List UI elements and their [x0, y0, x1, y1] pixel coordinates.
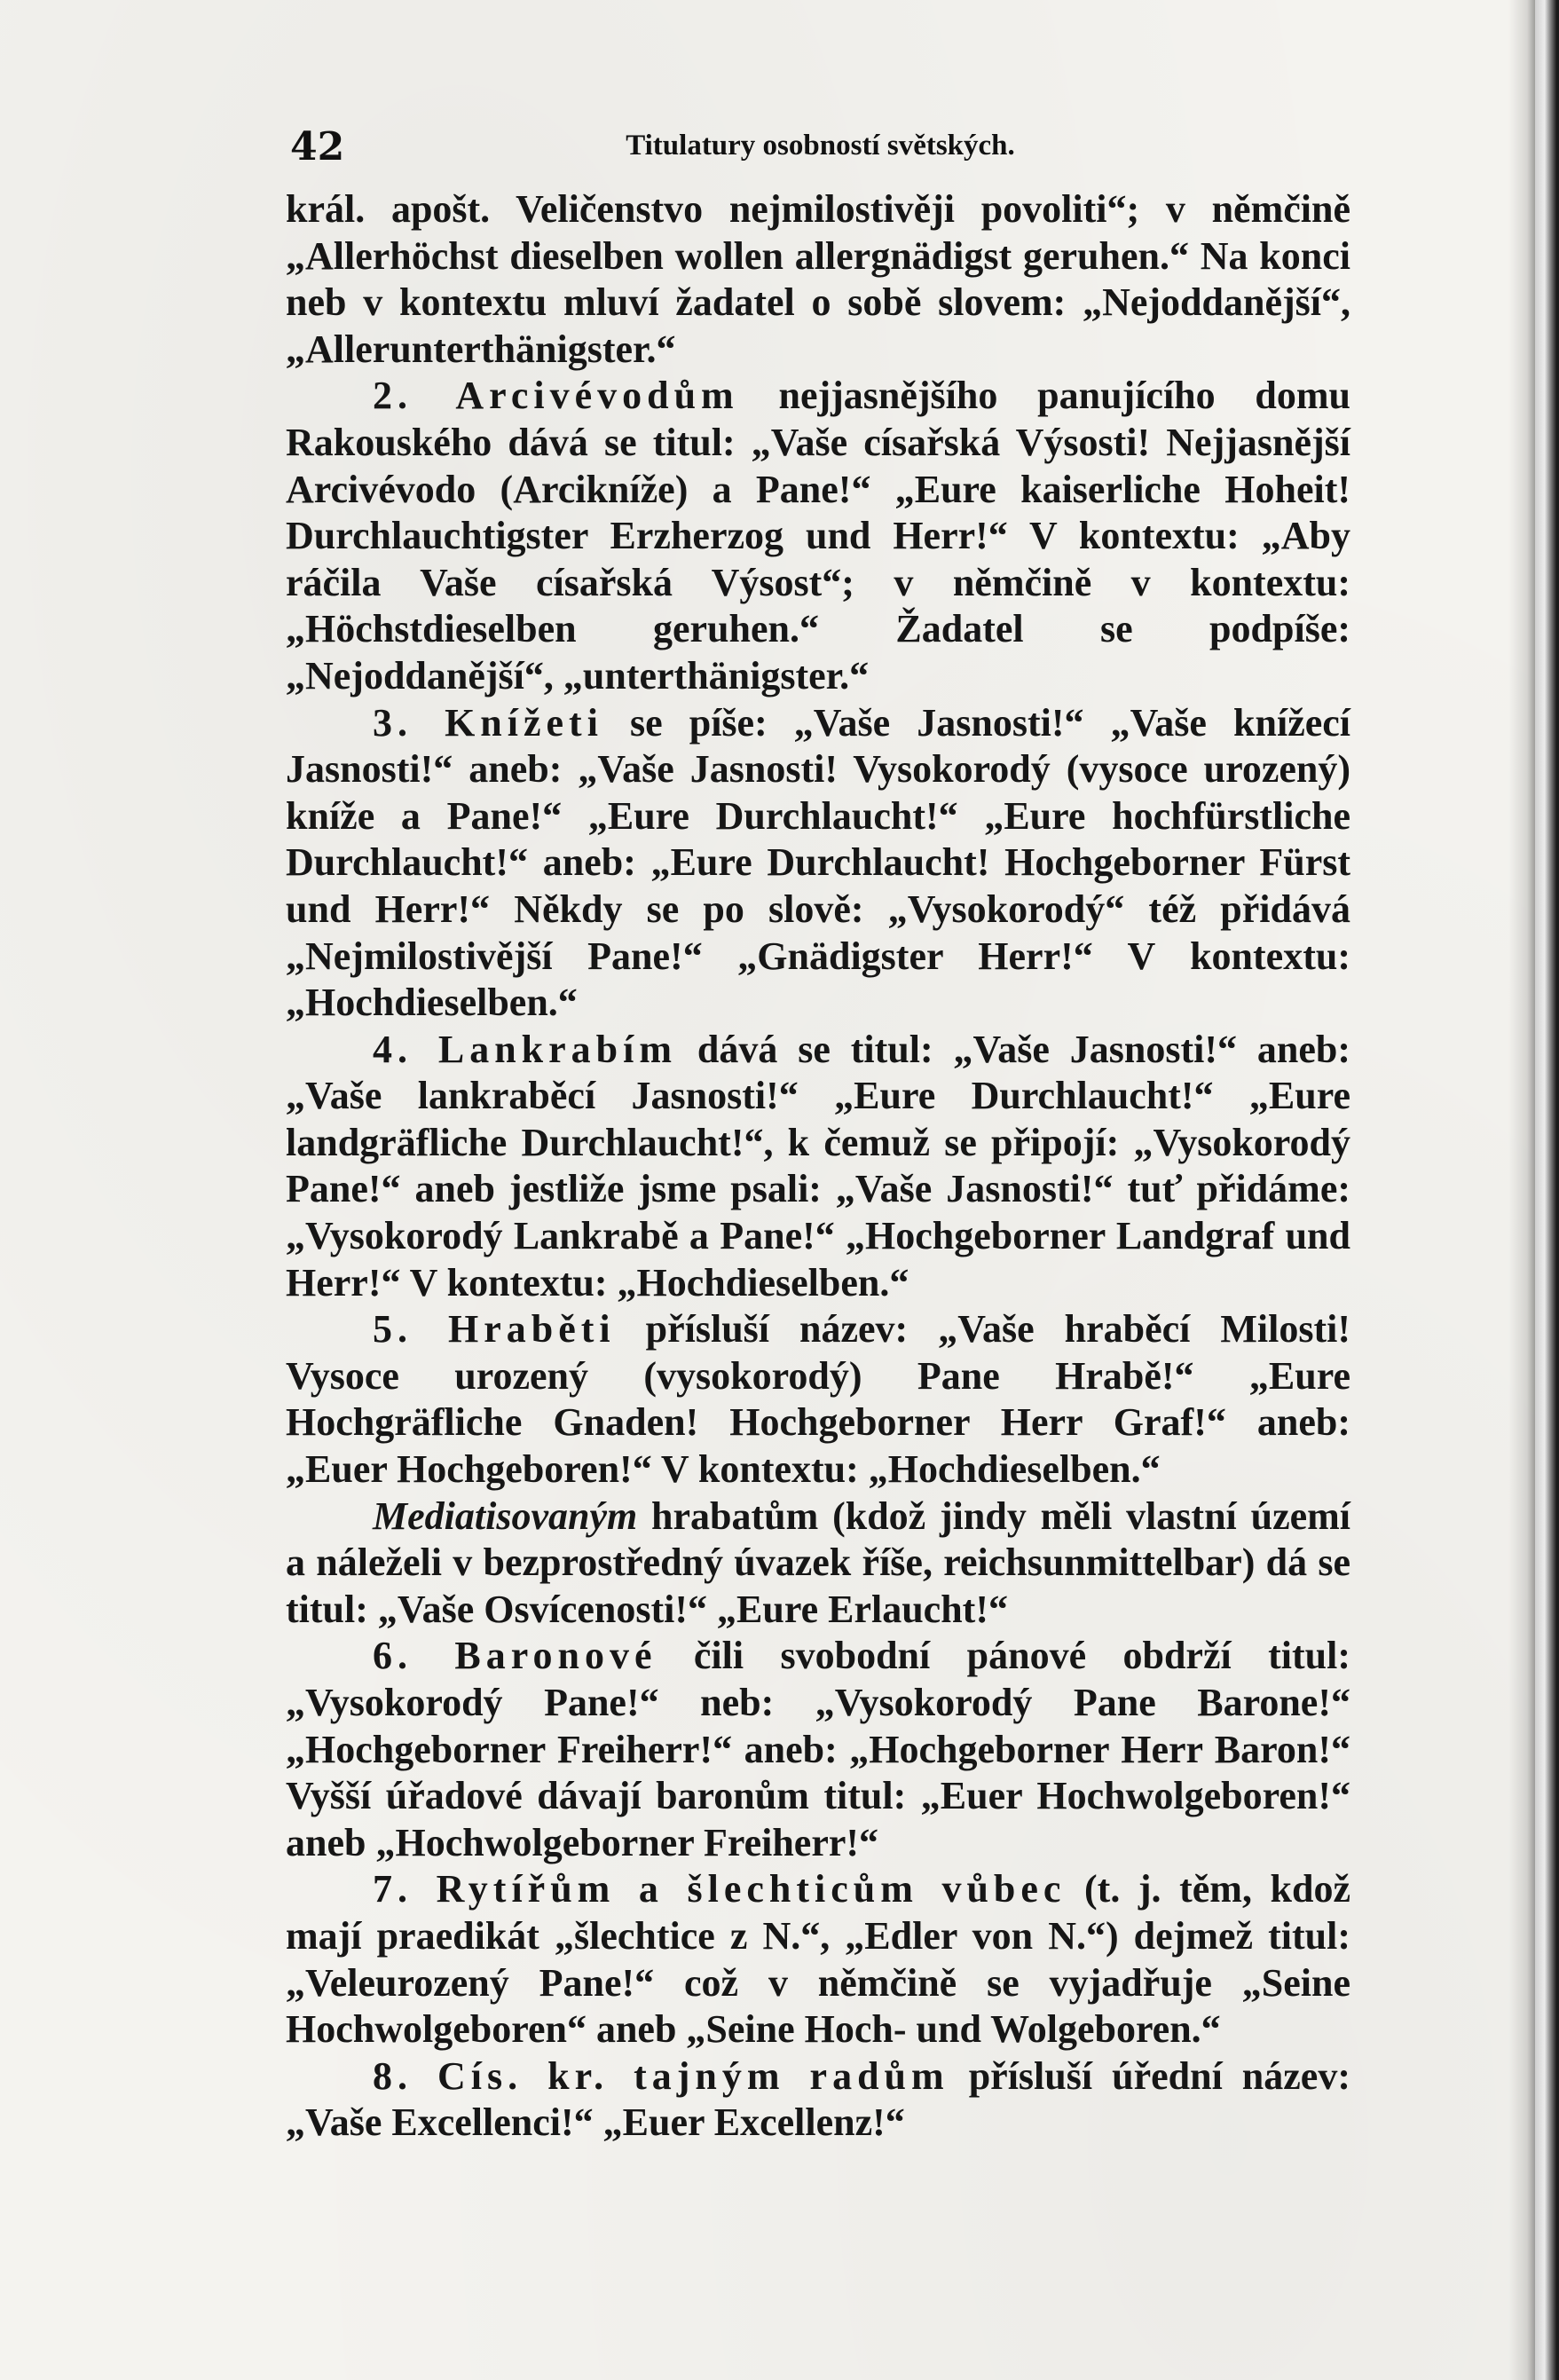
paragraph-landgraves: [286, 1027, 1350, 1307]
paragraph-lead: 8. Cís. kr. tajným radům: [373, 2053, 949, 2098]
paragraph-lead: 5. Hraběti: [373, 1307, 616, 1352]
paragraph-text: hrabatům (kdož jindy měli vlastní území a náleželi v bezprostředný úvazek říše, reichsunmittelbar) dá se titul: „Vaše Osvícenosti!“ „Eure Erlaucht!“: [286, 1493, 1350, 1631]
paragraph-text: nejjasnějšího panujícího domu Rakouského dává se titul: „Vaše císařská Výsosti! Nejjasnější Arcivévodo (Arcikníže) a Pane!“ „Eure kaiserliche Hoheit! Durchlauchtigster Erzherzog und Herr!“ V kontextu: „Aby ráčila Vaše císařská Výsost“; v němčině v kontextu: „Höchstdieselben geruhen.“ Žadatel se podpíše: „Nejoddanější“, „unterthänigster.“: [286, 374, 1350, 697]
paragraph-lead: Mediatisovaným: [373, 1493, 638, 1538]
paragraph-lead: 6. Baronové: [373, 1634, 657, 1678]
running-title: Titulatury osobností světských.: [626, 130, 1015, 162]
paragraph-knights: [286, 1866, 1350, 2053]
paragraph-lead: 4. Lankrabím: [373, 1027, 678, 1071]
paragraph-text: král. apošt. Veličenstvo nejmilostivěji povoliti“; v němčině „Allerhöchst dieselben wollen allergnädigst geruhen.“ Na konci neb v kontextu mluví žadatel o sobě slovem: „Nejoddanější“, „Allerunterthänigster.“: [286, 187, 1350, 371]
page-header: [290, 124, 1350, 169]
paragraph-lead: 2. Arcivévodům: [373, 374, 739, 418]
paragraph-text: čili svobodní pánové obdrží titul: „Vysokorodý Pane!“ neb: „Vysokorodý Pane Barone!“ „Hochgeborner Freiherr!“ aneb: „Hochgeborner Herr Baron!“ Vyšší úřadové dávají baronům titul: „Euer Hochwolgeboren!“ aneb „Hochwolgeborner Freiherr!“: [286, 1634, 1350, 1864]
scan-binding-edge: [1535, 0, 1559, 2380]
paragraph-text: přísluší název: „Vaše hraběcí Milosti! Vysoce urozený (vysokorodý) Pane Hrabě!“ „Eure Hochgräfliche Gnaden! Hochgeborner Herr Graf!“ aneb: „Euer Hochgeboren!“ V kontextu: „Hochdieselben.“: [286, 1307, 1350, 1492]
paragraph-privy-councillors: [286, 2053, 1350, 2147]
paragraph-lead: 3. Knížeti: [373, 700, 603, 745]
paragraph-lead: 7. Rytířům a šlechticům vůbec: [373, 1867, 1067, 1911]
paragraph-counts: [286, 1306, 1350, 1493]
paragraph-continuation: [286, 186, 1350, 373]
paragraph-archdukes: [286, 373, 1350, 699]
paragraph-text: se píše: „Vaše Jasnosti!“ „Vaše knížecí Jasnosti!“ aneb: „Vaše Jasnosti! Vysokorodý (vysoce urozený) kníže a Pane!“ „Eure Durchlaucht!“ „Eure hochfürstliche Durchlaucht!“ aneb: „Eure Durchlaucht! Hochgeborner Fürst und Herr!“ Někdy se po slově: „Vysokorodý“ též přidává „Nejmilostivější Pane!“ „Gnädigster Herr!“ V kontextu: „Hochdieselben.“: [286, 700, 1351, 1025]
paragraph-mediatised: [286, 1493, 1350, 1634]
body-text: [286, 186, 1350, 2147]
paragraph-text: dává se titul: „Vaše Jasnosti!“ aneb: „Vaše lankraběcí Jasnosti!“ „Eure Durchlaucht!“ „Eure landgräfliche Durchlaucht!“, k čemuž se připojí: „Vysokorodý Pane!“ aneb jestliže jsme psali: „Vaše Jasnosti!“ tuť přidáme: „Vysokorodý Lankrabě a Pane!“ „Hochgeborner Landgraf und Herr!“ V kontextu: „Hochdieselben.“: [286, 1027, 1351, 1304]
page-number: 42: [290, 124, 345, 169]
page-edge-shadow: [1508, 0, 1535, 2380]
paragraph-text: přísluší úřední název: „Vaše Excellenci!“ „Euer Excellenz!“: [286, 2053, 1350, 2145]
paragraph-princes: [286, 700, 1350, 1027]
paragraph-text: (t. j. těm, kdož mají praedikát „šlechtice z N.“, „Edler von N.“) dejmež titul: „Veleurozený Pane!“ což v němčině se vyjadřuje „Seine Hochwolgeboren“ aneb „Seine Hoch- und Wolgeboren.“: [286, 1867, 1350, 2052]
paragraph-barons: [286, 1633, 1350, 1866]
